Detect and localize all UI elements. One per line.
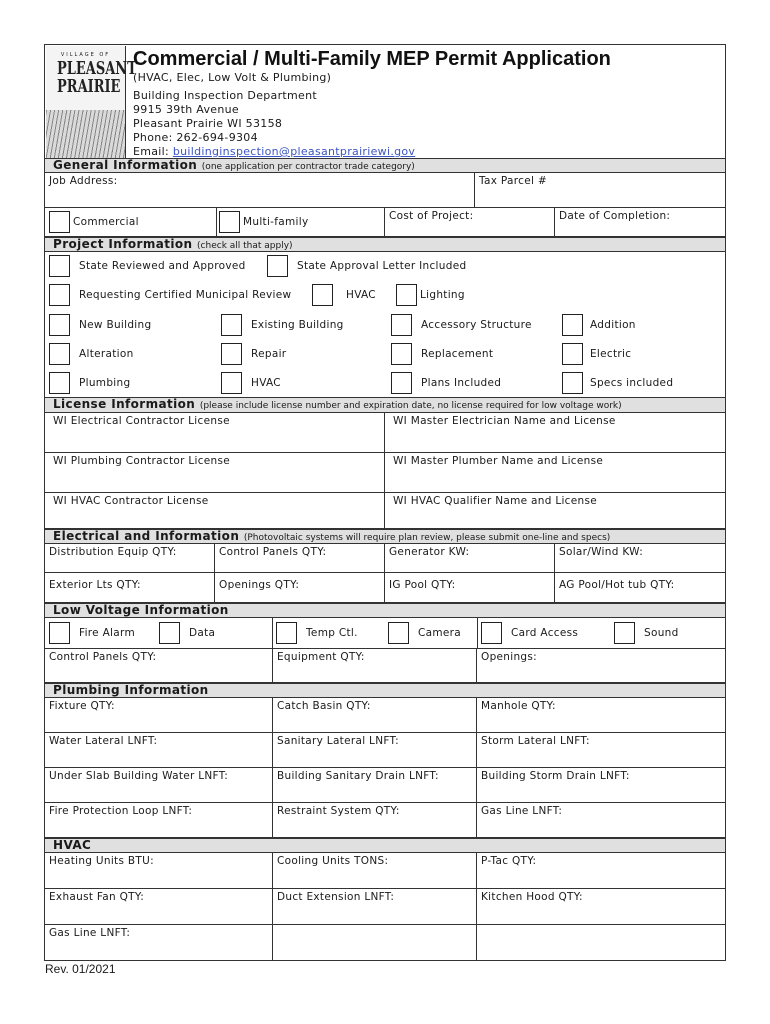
type-row-2 [45, 339, 725, 368]
hvac-contractor-field[interactable] [45, 493, 385, 528]
permit-form [44, 44, 726, 961]
sound-option[interactable] [614, 618, 725, 648]
hvac-contractor-label: WI HVAC Contractor License [53, 495, 209, 507]
new-building-checkbox[interactable] [49, 314, 70, 336]
solar-wind-label: Solar/Wind KW: [559, 546, 644, 558]
plumbing-label: Plumbing [79, 376, 131, 389]
license-info-heading [44, 398, 726, 412]
electrical-note: (Photovoltaic systems will require plan review, please submit one-line and specs) [243, 533, 611, 543]
project-info-heading [44, 237, 726, 251]
ig-pool-field[interactable] [385, 573, 555, 602]
fire-alarm-label: Fire Alarm [79, 627, 135, 639]
state-reviewed-label: State Reviewed and Approved [79, 259, 246, 272]
card-access-option[interactable] [478, 618, 614, 648]
fire-alarm-option[interactable] [45, 618, 159, 648]
plans-checkbox[interactable] [391, 372, 412, 394]
fire-loop-field[interactable] [45, 803, 273, 837]
exhaust-field[interactable] [45, 889, 273, 924]
ptac-label: P-Tac QTY: [481, 855, 537, 867]
heating-field[interactable] [45, 853, 273, 888]
hvac-table [44, 852, 726, 961]
existing-building-checkbox[interactable] [221, 314, 242, 336]
tax-parcel-label: Tax Parcel # [479, 175, 547, 187]
dept-email-row [133, 145, 721, 159]
lv-equipment-label: Equipment QTY: [277, 651, 365, 663]
dept-street: 9915 39th Avenue [133, 103, 239, 116]
lv-openings-label: Openings: [481, 651, 537, 663]
master-elec-label: WI Master Electrician Name and License [393, 415, 616, 427]
logo-line-2: PRAIRIE [57, 76, 121, 97]
ig-pool-label: IG Pool QTY: [389, 579, 456, 591]
ag-pool-label: AG Pool/Hot tub QTY: [559, 579, 675, 591]
sanitary-lateral-label: Sanitary Lateral LNFT: [277, 735, 399, 747]
state-row [45, 252, 725, 279]
electrical-info-table [44, 543, 726, 603]
cooling-label: Cooling Units TONS: [277, 855, 389, 867]
control-panels-label: Control Panels QTY: [219, 546, 327, 558]
storm-lateral-field[interactable] [477, 733, 725, 767]
dept-phone: Phone: 262-694-9304 [133, 131, 258, 144]
plumbing-heading-text: Plumbing Information [53, 683, 209, 697]
hvac-heading-text: HVAC [53, 838, 92, 852]
low-voltage-heading-text: Low Voltage Information [53, 603, 229, 617]
license-info-table [44, 412, 726, 529]
master-plumb-label: WI Master Plumber Name and License [393, 455, 604, 467]
hvac-blank-field-2[interactable] [477, 925, 725, 960]
camera-checkbox[interactable] [388, 622, 409, 644]
camera-label: Camera [418, 627, 462, 639]
plumb-contractor-field[interactable] [45, 453, 385, 492]
logo-wordmark [57, 58, 137, 97]
electrical-heading-text: Electrical and Information [53, 529, 240, 543]
elec-contractor-field[interactable] [45, 413, 385, 452]
cost-label: Cost of Project: [389, 210, 474, 222]
dept-city: Pleasant Prairie WI 53158 [133, 117, 283, 130]
cost-field[interactable] [385, 208, 555, 236]
dept-name: Building Inspection Department [133, 89, 317, 102]
alteration-checkbox[interactable] [49, 343, 70, 365]
card-access-label: Card Access [511, 627, 579, 639]
hvac-gas-field[interactable] [45, 925, 273, 960]
storm-lateral-label: Storm Lateral LNFT: [481, 735, 590, 747]
duct-label: Duct Extension LNFT: [277, 891, 395, 903]
bldg-storm-field[interactable] [477, 768, 725, 802]
data-label: Data [189, 627, 216, 639]
plumbing-heading [44, 683, 726, 697]
tax-parcel-field[interactable] [475, 173, 725, 207]
master-plumb-field[interactable] [385, 453, 725, 492]
data-checkbox[interactable] [159, 622, 180, 644]
replacement-checkbox[interactable] [391, 343, 412, 365]
job-address-label: Job Address: [49, 175, 118, 187]
type-row-3 [45, 368, 725, 397]
lv-control-panels-field[interactable] [45, 649, 273, 682]
plumb-gas-label: Gas Line LNFT: [481, 805, 563, 817]
plumbing-table [44, 697, 726, 838]
cooling-field[interactable] [273, 853, 477, 888]
generator-label: Generator KW: [389, 546, 470, 558]
electrical-info-heading [44, 529, 726, 543]
hvac-label: HVAC [251, 376, 281, 389]
logo-grass-graphic [46, 110, 125, 158]
project-note: (check all that apply) [197, 241, 293, 251]
sound-label: Sound [644, 627, 679, 639]
temp-ctl-checkbox[interactable] [276, 622, 297, 644]
bldg-sanitary-label: Building Sanitary Drain LNFT: [277, 770, 439, 782]
revision-note: Rev. 01/2021 [45, 962, 116, 976]
job-address-field[interactable] [45, 173, 475, 207]
commercial-option[interactable] [45, 208, 217, 236]
card-access-checkbox[interactable] [481, 622, 502, 644]
new-building-label: New Building [79, 318, 152, 331]
repair-checkbox[interactable] [221, 343, 242, 365]
fire-alarm-checkbox[interactable] [49, 622, 70, 644]
state-reviewed-checkbox[interactable] [49, 255, 70, 277]
accessory-label: Accessory Structure [421, 318, 532, 331]
bldg-sanitary-field[interactable] [273, 768, 477, 802]
low-voltage-heading [44, 603, 726, 617]
bldg-storm-label: Building Storm Drain LNFT: [481, 770, 630, 782]
state-letter-checkbox[interactable] [267, 255, 288, 277]
under-slab-field[interactable] [45, 768, 273, 802]
repair-label: Repair [251, 347, 287, 360]
manhole-field[interactable] [477, 698, 725, 732]
general-note: (one application per contractor trade category) [201, 162, 415, 172]
temp-ctl-option[interactable] [273, 618, 388, 648]
form-header [44, 44, 726, 158]
plans-label: Plans Included [421, 376, 502, 389]
openings-qty-label: Openings QTY: [219, 579, 300, 591]
completion-label: Date of Completion: [559, 210, 671, 222]
plumb-contractor-label: WI Plumbing Contractor License [53, 455, 231, 467]
low-voltage-table [44, 617, 726, 683]
logo-line-1: PLEASANT [57, 58, 137, 79]
lv-openings-field[interactable] [477, 649, 725, 682]
lighting-checkbox[interactable] [396, 284, 417, 306]
hvac-gas-label: Gas Line LNFT: [49, 927, 131, 939]
sound-checkbox[interactable] [614, 622, 635, 644]
data-option[interactable] [159, 618, 273, 648]
completion-field[interactable] [555, 208, 725, 236]
email-link[interactable]: buildinginspection@pleasantprairiewi.gov [172, 145, 416, 158]
hood-field[interactable] [477, 889, 725, 924]
manhole-label: Manhole QTY: [481, 700, 556, 712]
ptac-field[interactable] [477, 853, 725, 888]
hvac-blank-field-1[interactable] [273, 925, 477, 960]
temp-ctl-label: Temp Ctl. [306, 627, 358, 639]
accessory-checkbox[interactable] [391, 314, 412, 336]
project-heading-text: Project Information [53, 237, 193, 251]
catch-basin-label: Catch Basin QTY: [277, 700, 371, 712]
project-info-table [44, 251, 726, 398]
catch-basin-field[interactable] [273, 698, 477, 732]
master-elec-field[interactable] [385, 413, 725, 452]
exterior-lts-label: Exterior Lts QTY: [49, 579, 141, 591]
camera-option[interactable] [388, 618, 478, 648]
specs-checkbox[interactable] [562, 372, 583, 394]
hvac-checkbox[interactable] [221, 372, 242, 394]
plumb-gas-field[interactable] [477, 803, 725, 837]
restraint-label: Restraint System QTY: [277, 805, 400, 817]
commercial-label: Commercial [73, 216, 139, 228]
hvac-review-label: HVAC [346, 288, 376, 301]
hvac-qualifier-field[interactable] [385, 493, 725, 528]
form-subtitle: (HVAC, Elec, Low Volt & Plumbing) [133, 71, 332, 84]
dist-equip-label: Distribution Equip QTY: [49, 546, 177, 558]
plumbing-checkbox[interactable] [49, 372, 70, 394]
hvac-heading [44, 838, 726, 852]
heating-label: Heating Units BTU: [49, 855, 154, 867]
license-note: (please include license number and expiration date, no license required for low voltage work) [199, 401, 622, 411]
elec-contractor-label: WI Electrical Contractor License [53, 415, 230, 427]
lv-equipment-field[interactable] [273, 649, 477, 682]
multifamily-checkbox[interactable] [219, 211, 240, 233]
replacement-label: Replacement [421, 347, 494, 360]
ag-pool-field[interactable] [555, 573, 725, 602]
state-letter-label: State Approval Letter Included [297, 259, 467, 272]
water-lateral-label: Water Lateral LNFT: [49, 735, 158, 747]
license-heading-text: License Information [53, 397, 196, 411]
control-panels-field[interactable] [215, 544, 385, 572]
hvac-qualifier-label: WI HVAC Qualifier Name and License [393, 495, 597, 507]
general-info-heading [44, 158, 726, 172]
lighting-label: Lighting [420, 288, 465, 301]
under-slab-label: Under Slab Building Water LNFT: [49, 770, 229, 782]
dist-equip-field[interactable] [45, 544, 215, 572]
restraint-field[interactable] [273, 803, 477, 837]
form-title: Commercial / Multi-Family MEP Permit Application [133, 48, 611, 70]
type-row-1 [45, 310, 725, 339]
fixture-label: Fixture QTY: [49, 700, 115, 712]
solar-wind-field[interactable] [555, 544, 725, 572]
multifamily-label: Multi-family [243, 216, 309, 228]
alteration-label: Alteration [79, 347, 134, 360]
general-heading-text: General Information [53, 158, 198, 172]
hvac-review-checkbox[interactable] [312, 284, 333, 306]
specs-label: Specs included [590, 376, 674, 389]
requesting-review-checkbox[interactable] [49, 284, 70, 306]
electric-checkbox[interactable] [562, 343, 583, 365]
addition-checkbox[interactable] [562, 314, 583, 336]
hood-label: Kitchen Hood QTY: [481, 891, 583, 903]
exterior-lts-field[interactable] [45, 573, 215, 602]
multifamily-option[interactable] [217, 208, 385, 236]
duct-field[interactable] [273, 889, 477, 924]
exhaust-label: Exhaust Fan QTY: [49, 891, 145, 903]
general-info-table [44, 172, 726, 237]
commercial-checkbox[interactable] [49, 211, 70, 233]
electric-label: Electric [590, 347, 632, 360]
existing-building-label: Existing Building [251, 318, 344, 331]
addition-label: Addition [590, 318, 636, 331]
generator-field[interactable] [385, 544, 555, 572]
fixture-field[interactable] [45, 698, 273, 732]
requesting-row [45, 279, 725, 310]
email-label: Email: [133, 145, 173, 158]
lv-control-panels-label: Control Panels QTY: [49, 651, 157, 663]
village-logo [46, 46, 137, 158]
logo-village-text: VILLAGE OF [60, 52, 111, 58]
openings-qty-field[interactable] [215, 573, 385, 602]
requesting-review-label: Requesting Certified Municipal Review [79, 288, 292, 301]
sanitary-lateral-field[interactable] [273, 733, 477, 767]
water-lateral-field[interactable] [45, 733, 273, 767]
fire-loop-label: Fire Protection Loop LNFT: [49, 805, 193, 817]
